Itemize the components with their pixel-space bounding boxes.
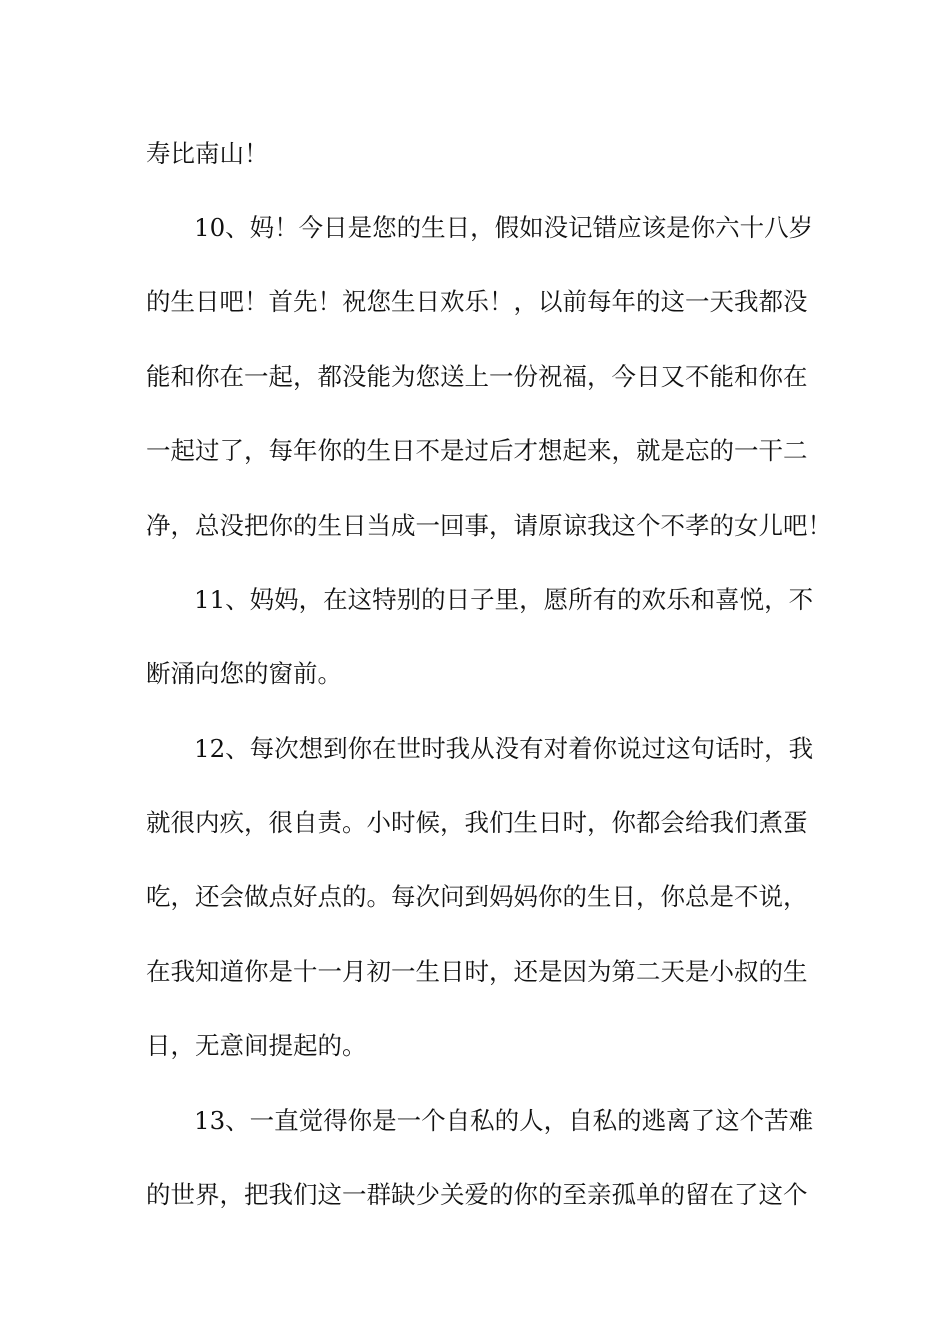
text-line: 能和你在一起，都没能为您送上一份祝福，今日又不能和你在 <box>146 362 808 391</box>
text-line: 在我知道你是十一月初一生日时，还是因为第二天是小叔的生 <box>146 957 808 986</box>
text-line: 12、每次想到你在世时我从没有对着你说过这句话时，我 <box>194 734 814 763</box>
text-line: 寿比南山！ <box>146 139 269 168</box>
text-line: 就很内疚，很自责。小时候，我们生日时，你都会给我们煮蛋 <box>146 808 808 837</box>
text-line: 一起过了，每年你的生日不是过后才想起来，就是忘的一干二 <box>146 436 808 465</box>
text-line: 11、妈妈，在这特别的日子里，愿所有的欢乐和喜悦，不 <box>194 585 814 614</box>
text-line: 吃，还会做点好点的。每次问到妈妈你的生日，你总是不说， <box>146 882 808 911</box>
text-line: 断涌向您的窗前。 <box>146 659 342 688</box>
text-line: 10、妈！今日是您的生日，假如没记错应该是你六十八岁 <box>194 213 814 242</box>
text-line: 的生日吧！首先！祝您生日欢乐！，以前每年的这一天我都没 <box>146 287 808 316</box>
text-line: 净，总没把你的生日当成一回事，请原谅我这个不孝的女儿吧！ <box>146 511 832 540</box>
text-line: 13、一直觉得你是一个自私的人，自私的逃离了这个苦难 <box>194 1106 814 1135</box>
text-line: 的世界，把我们这一群缺少关爱的你的至亲孤单的留在了这个 <box>146 1180 808 1209</box>
text-line: 日，无意间提起的。 <box>146 1031 367 1060</box>
